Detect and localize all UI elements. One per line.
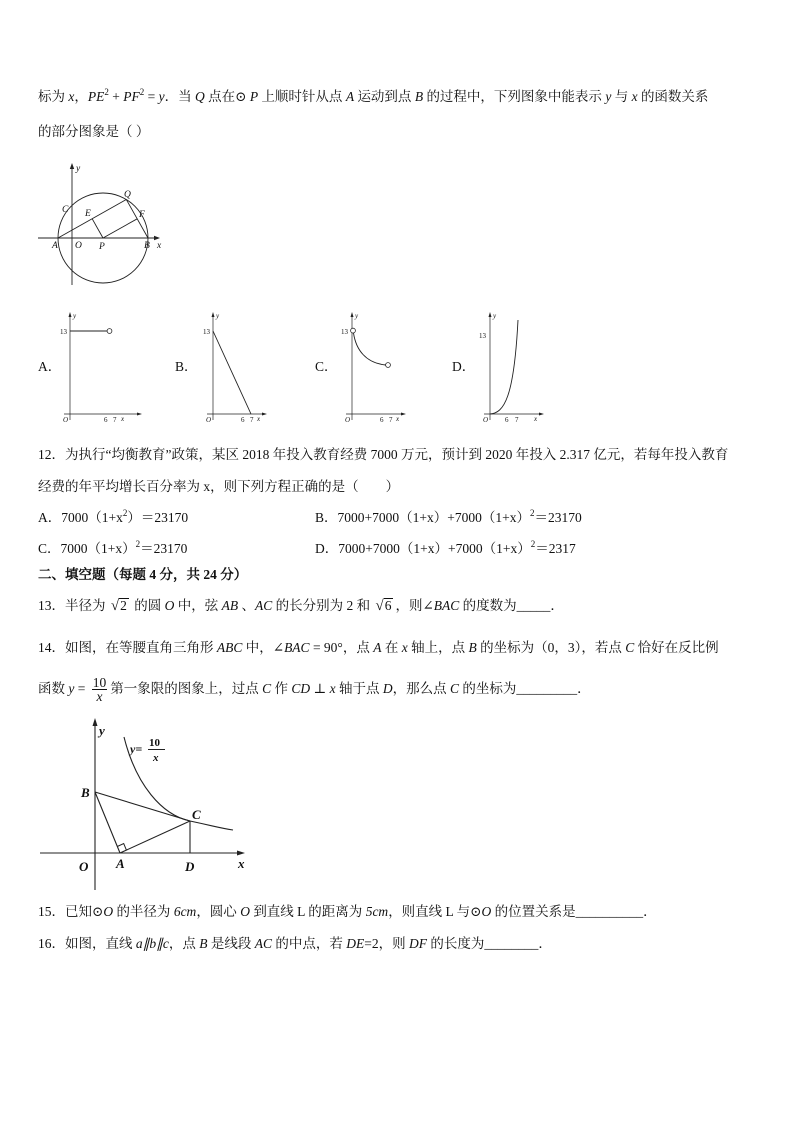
y-axis-arrow-icon <box>69 312 72 317</box>
math-var: AB <box>221 598 239 613</box>
graph-curve <box>354 333 386 365</box>
segment-pf <box>103 219 137 238</box>
origin-label: O <box>206 416 212 424</box>
q12-option-a <box>38 508 188 528</box>
graph-curve <box>490 320 518 414</box>
q15-text-line <box>38 902 657 922</box>
label-p: P <box>99 242 105 252</box>
text-run: C．7000（1+x） <box>38 541 136 556</box>
math-var: 5cm <box>365 904 389 919</box>
label-y: y <box>99 723 105 738</box>
text-run: ）＝23170 <box>127 510 189 525</box>
q12-option-b <box>315 508 582 528</box>
label-y: y <box>76 164 81 174</box>
axis-label-y: y <box>216 312 220 320</box>
tick-label-6: 6 <box>241 416 245 424</box>
text-run: 中， <box>242 640 273 655</box>
text-run: 与 <box>611 89 632 104</box>
text-run: 运动到点 <box>354 89 415 104</box>
math-var: C <box>262 681 272 696</box>
text-run: 在 <box>381 640 402 655</box>
text-run: 15．已知⊙ <box>38 904 104 919</box>
radical-sign: √ <box>375 598 384 614</box>
fraction-numerator: 10 <box>92 675 107 691</box>
math-var: O <box>103 904 114 919</box>
math-var: D <box>382 681 393 696</box>
q12-text-line-1: 12．为执行“均衡教育”政策，某区 2018 年投入教育经费 7000 万元，预计到 2020 年投入 2.317 亿元，若每年投入教育 <box>38 447 729 462</box>
origin-label: O <box>345 416 351 424</box>
text-run: 、 <box>238 598 255 613</box>
y-axis-arrow-icon <box>70 163 74 169</box>
text-run: 标为 <box>38 89 69 104</box>
option-a-graph <box>58 308 150 426</box>
option-d-label: D． <box>452 359 476 374</box>
text-run: 恰好在反比例 <box>634 640 719 655</box>
text-run: = 90°，点 <box>309 640 374 655</box>
text-run: 的长度为 <box>427 936 485 951</box>
segment-ba <box>95 792 120 853</box>
text-run: = <box>144 89 159 104</box>
text-run: 轴于点 <box>335 681 383 696</box>
radical-sign: √ <box>110 598 120 614</box>
open-endpoint <box>351 328 356 333</box>
option-c-graph <box>340 308 432 426</box>
tick-label-6: 6 <box>505 416 509 424</box>
text-run: ，圆心 <box>196 904 241 919</box>
text-run: ，则直线 L 与⊙ <box>388 904 482 919</box>
math-var: B <box>414 89 424 104</box>
text-run: 的度数为 <box>459 598 517 613</box>
axis-label-x: x <box>121 415 125 423</box>
math-var: O <box>481 904 492 919</box>
math-var: x <box>401 640 408 655</box>
open-endpoint <box>386 363 391 368</box>
math-var: x <box>631 89 638 104</box>
y-axis-arrow-icon <box>351 312 354 317</box>
text-run: 的位置关系是 <box>491 904 576 919</box>
math-var: y <box>605 89 612 104</box>
tick-label-6: 6 <box>104 416 108 424</box>
tick-label-6: 6 <box>380 416 384 424</box>
option-c-label: C． <box>315 359 338 374</box>
text-run: ，那么点 <box>392 681 450 696</box>
text-run: 的圆 <box>130 598 165 613</box>
label-c: C <box>192 807 201 822</box>
q14-text-line-1 <box>38 638 719 658</box>
text-run: 中，弦 <box>174 598 222 613</box>
tick-label-7: 7 <box>389 416 393 424</box>
superscript: 2 <box>529 508 535 518</box>
label-c: C <box>62 205 69 215</box>
text-run: 14．如图，在等腰直角三角形 <box>38 640 217 655</box>
answer-blank: _____ <box>516 598 551 613</box>
curve-label-denominator: x <box>153 752 159 764</box>
tick-label-7: 7 <box>250 416 254 424</box>
q12-text-line-2: 经费的年平均增长百分率为 x，则下列方程正确的是（ ） <box>38 479 400 494</box>
y-axis-arrow-icon <box>489 312 492 317</box>
q11-text-line-2: 的部分图象是（ ） <box>38 124 150 139</box>
text-run: 的半径为 <box>113 904 174 919</box>
superscript: 2 <box>135 539 141 549</box>
math-var: B <box>468 640 477 655</box>
tick-label-7: 7 <box>113 416 117 424</box>
text-run: 的坐标为 <box>459 681 517 696</box>
origin-label: O <box>483 416 489 424</box>
text-run: 函数 <box>38 681 69 696</box>
math-var: x <box>329 681 336 696</box>
axis-label-x: x <box>534 415 538 423</box>
curve-label-numerator: 10 <box>149 737 160 749</box>
text-run: 13．半径为 <box>38 598 109 613</box>
axis-label-x: x <box>396 415 400 423</box>
superscript: 2 <box>104 87 109 97</box>
math-var: P <box>249 89 259 104</box>
label-x: x <box>238 856 245 871</box>
text-run: 的长分别为 2 和 <box>272 598 374 613</box>
text-run: ．当 <box>164 89 195 104</box>
answer-blank: ________ <box>484 936 539 951</box>
tick-label-13: 13 <box>60 328 67 336</box>
axis-label-y: y <box>355 312 359 320</box>
radicand: 2 <box>120 598 127 613</box>
text-run: 是线段 <box>207 936 255 951</box>
text-run: 的坐标为（0，3），若点 <box>476 640 626 655</box>
text-run: ． <box>643 904 657 919</box>
y-axis-arrow-icon <box>212 312 215 317</box>
superscript: 2 <box>122 508 128 518</box>
math-var: BAC <box>433 598 460 613</box>
label-f: F <box>139 210 145 220</box>
q14-text-line-2 <box>38 675 591 703</box>
tick-label-13: 13 <box>341 328 348 336</box>
axis-label-x: x <box>257 415 261 423</box>
math-var: x <box>68 89 75 104</box>
math-var: CD <box>291 681 311 696</box>
text-run: ． <box>550 598 564 613</box>
text-run: ＝23170 <box>534 510 582 525</box>
x-axis-arrow-icon <box>137 413 142 416</box>
text-run: ，则∠ <box>395 598 434 613</box>
math-var: B <box>199 936 208 951</box>
graph-line <box>213 331 251 414</box>
open-endpoint <box>107 329 112 334</box>
math-var: DF <box>409 936 428 951</box>
tick-label-7: 7 <box>515 416 519 424</box>
angle-symbol: ∠ <box>272 640 285 655</box>
superscript: 2 <box>530 539 536 549</box>
radicand: 6 <box>384 598 392 613</box>
fraction <box>92 676 108 703</box>
curve-label-lhs: y= <box>130 742 143 756</box>
label-q: Q <box>124 190 131 200</box>
axis-label-y: y <box>73 312 77 320</box>
math-var: y <box>68 681 75 696</box>
text-run: ⊥ <box>310 681 330 696</box>
label-e: E <box>85 209 91 219</box>
label-b: B <box>144 241 150 251</box>
math-var: PF <box>123 89 140 104</box>
text-run: ． <box>538 936 552 951</box>
x-axis-arrow-icon <box>401 413 406 416</box>
q12-option-d <box>315 539 576 559</box>
math-var: Q <box>195 89 205 104</box>
math-var: ABC <box>216 640 243 655</box>
text-run: = <box>74 681 89 696</box>
x-axis-arrow-icon <box>237 851 245 856</box>
tick-label-13: 13 <box>203 328 210 336</box>
axis-label-y: y <box>493 312 497 320</box>
label-d: D <box>185 859 195 874</box>
q11-text-line-1 <box>38 87 708 107</box>
text-run: + <box>108 89 124 104</box>
math-var: y <box>158 89 165 104</box>
math-var: 6cm <box>173 904 197 919</box>
text-run: A．7000（1+x <box>38 510 123 525</box>
option-b-graph <box>201 308 293 426</box>
text-run: ＝2317 <box>535 541 576 556</box>
text-run: 的函数关系 <box>637 89 709 104</box>
answer-blank: _________ <box>516 681 578 696</box>
text-run: 到直线 L 的距离为 <box>249 904 366 919</box>
math-var: AC <box>254 936 273 951</box>
text-run: 16．如图，直线 <box>38 936 136 951</box>
text-run: =2，则 <box>364 936 410 951</box>
option-d-graph <box>478 308 570 426</box>
text-run: 轴上，点 <box>407 640 469 655</box>
text-run: B．7000+7000（1+x）+7000（1+x） <box>315 510 530 525</box>
label-x: x <box>157 241 162 251</box>
q13-text-line <box>38 596 564 616</box>
section-heading: 二、填空题（每题 4 分，共 24 分） <box>38 567 248 582</box>
math-var: A <box>345 89 355 104</box>
label-o: O <box>79 859 89 874</box>
q16-text-line <box>38 934 552 954</box>
x-axis-arrow-icon <box>262 413 267 416</box>
math-var: a∥b∥c <box>135 936 169 951</box>
segment-ac <box>120 821 190 853</box>
text-run: 第一象限的图象上，过点 <box>110 681 263 696</box>
text-run: ， <box>74 89 88 104</box>
superscript: 2 <box>139 87 145 97</box>
option-b-label: B． <box>175 359 198 374</box>
origin-label: O <box>63 416 69 424</box>
text-run: 的中点，若 <box>272 936 347 951</box>
tick-label-13: 13 <box>479 332 486 340</box>
label-a: A <box>52 241 58 251</box>
q11-circle-figure <box>36 158 168 288</box>
segment-bc <box>95 792 190 821</box>
option-a-label: A． <box>38 359 62 374</box>
q14-figure <box>38 715 253 893</box>
math-var: C <box>449 681 459 696</box>
text-run: 点在⊙ <box>204 89 250 104</box>
math-var: C <box>625 640 635 655</box>
math-var: O <box>240 904 250 919</box>
text-run: ，点 <box>168 936 200 951</box>
math-var: O <box>164 598 175 613</box>
text-run: ． <box>577 681 591 696</box>
q12-option-c <box>38 539 187 559</box>
text-run: 作 <box>271 681 292 696</box>
math-var: BAC <box>284 640 310 655</box>
text-run: 的过程中，下列图象中能表示 <box>423 89 606 104</box>
math-var: DE <box>346 936 365 951</box>
x-axis-arrow-icon <box>154 236 160 240</box>
math-var: A <box>373 640 382 655</box>
label-o: O <box>75 241 82 251</box>
answer-blank: __________ <box>575 904 644 919</box>
math-var: PE <box>87 89 105 104</box>
text-run: ＝23170 <box>140 541 188 556</box>
text-run: 上顺时针从点 <box>258 89 346 104</box>
fraction-denominator: x <box>96 689 103 705</box>
y-axis-arrow-icon <box>93 718 98 726</box>
segment-pe <box>92 219 103 238</box>
text-run: D．7000+7000（1+x）+7000（1+x） <box>315 541 531 556</box>
label-b: B <box>81 785 90 800</box>
x-axis-arrow-icon <box>539 413 544 416</box>
math-var: AC <box>254 598 273 613</box>
label-a: A <box>116 856 125 871</box>
